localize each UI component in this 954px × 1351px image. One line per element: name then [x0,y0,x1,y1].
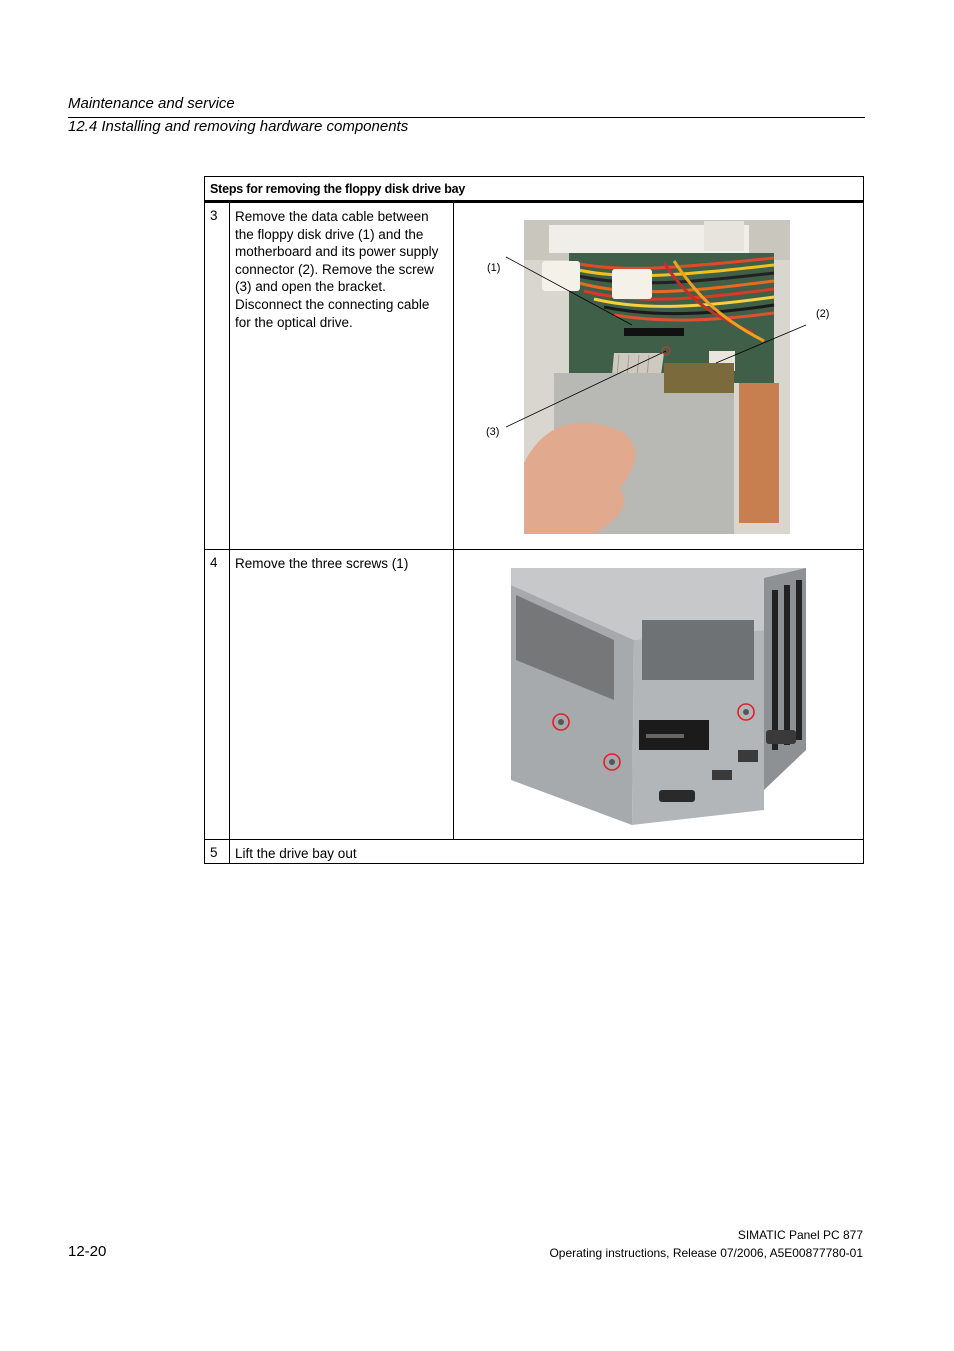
step-text: Remove the three screws (1) [230,550,454,840]
callout-2: (2) [816,308,830,320]
callout-3: (3) [486,426,500,438]
steps-table [204,176,864,864]
table-row [205,840,864,864]
footer-product: SIMATIC Panel PC 877 [737,1228,863,1242]
table-row [205,202,864,550]
floppy-cable-photo [454,203,862,549]
callout-1: (1) [487,262,501,274]
step-image-cell [454,550,864,840]
header-section: Maintenance and service [68,95,235,112]
step-image-cell [454,202,864,550]
step-number: 4 [205,550,230,840]
step-text: Remove the data cable between the floppy disk drive (1) and the motherboard and its power supply connector (2). Remove the screw (3) and open the bracket. Disconnect the connecting cable for the optical drive. [230,202,454,550]
header-subsection: 12.4 Installing and removing hardware components [68,118,409,135]
step-number: 5 [205,840,230,864]
drive-bay-screws-photo [454,550,862,838]
table-title: Steps for removing the floppy disk drive bay [205,177,864,202]
footer-document: Operating instructions, Release 07/2006, A5E00877780-01 [549,1246,863,1260]
step-text: Lift the drive bay out [230,840,864,864]
page-number: 12-20 [68,1243,107,1260]
table-row [205,550,864,840]
step-number: 3 [205,202,230,550]
